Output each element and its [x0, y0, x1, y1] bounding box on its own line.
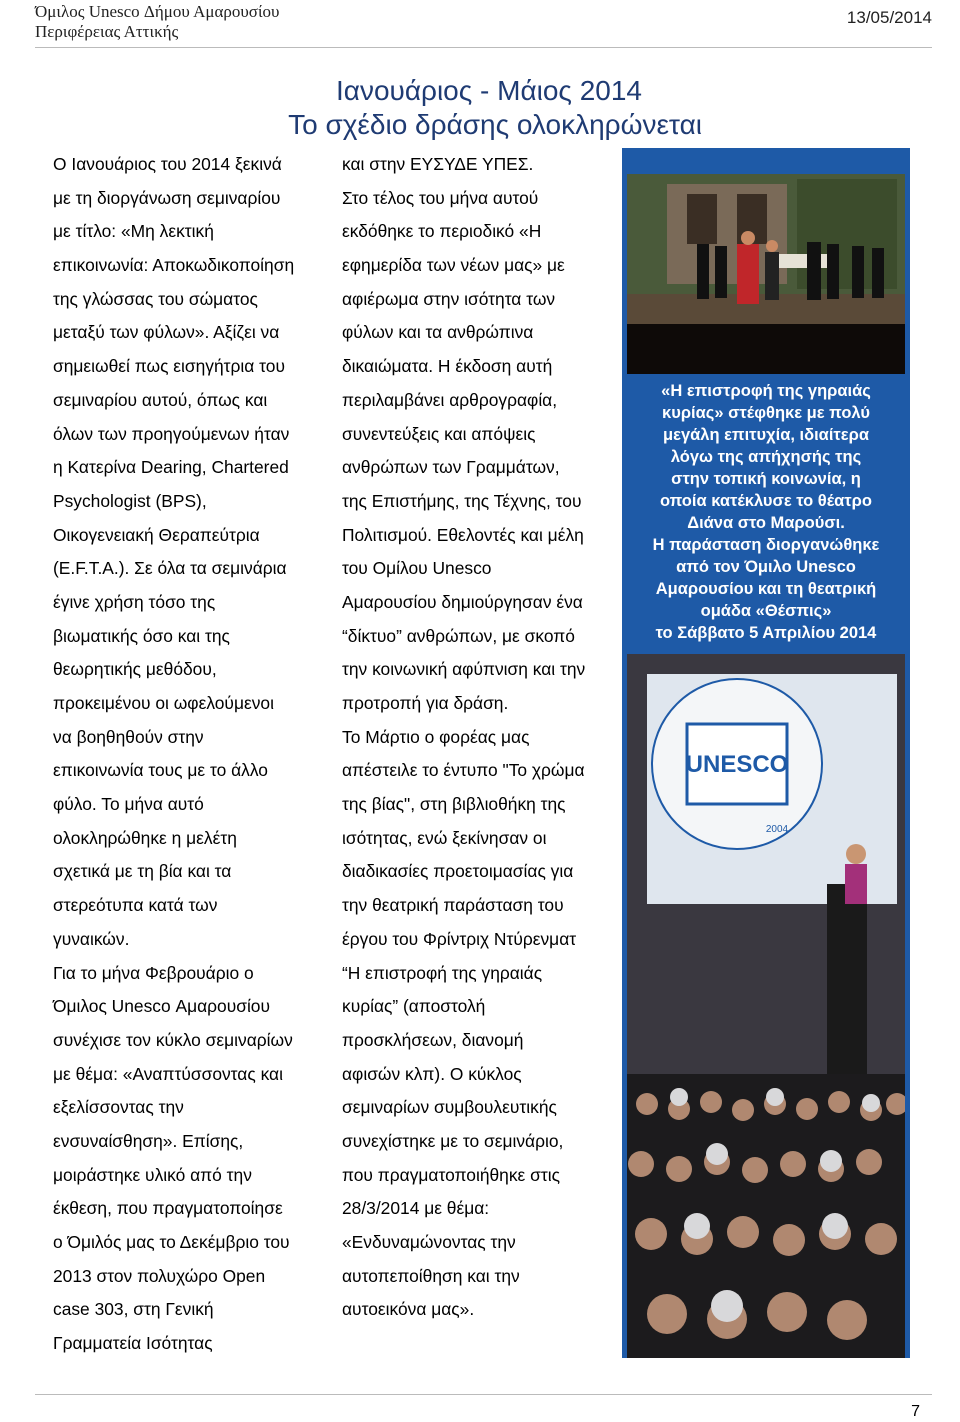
body-text-line: Γραμματεία Ισότητας — [53, 1333, 213, 1354]
body-text-line: του Ομίλου Unesco — [342, 558, 492, 579]
body-text-line: κυρίας” (αποστολή — [342, 996, 486, 1017]
body-text-line: με θέμα: «Αναπτύσσοντας και — [53, 1063, 283, 1084]
caption-line: μεγάλη επιτυχία, ιδιαίτερα — [663, 426, 869, 444]
body-text-line: Όμιλος Unesco Αμαρουσίου — [53, 996, 270, 1017]
body-text-line: ολοκληρώθηκε η μελέτη — [53, 827, 237, 848]
page-number: 7 — [911, 1403, 920, 1420]
body-text-line: (E.F.T.A.). Σε όλα τα σεμινάρια — [53, 558, 287, 579]
page-title-line1: Ιανουάριος - Μάιος 2014 — [335, 75, 642, 106]
body-text-line: με τίτλο: «Μη λεκτική — [53, 221, 214, 242]
caption-line: στην τοπική κοινωνία, η — [671, 470, 861, 488]
body-text-line: ο Όμιλός μας το Δεκέμβριο του — [53, 1232, 290, 1252]
body-text-line: εκδόθηκε το περιοδικό «Η — [342, 221, 542, 242]
caption-line: κυρίας» στέφθηκε με πολύ — [662, 404, 870, 422]
sidebar-caption — [622, 380, 910, 644]
body-text-line: συνεχίστηκε με το σεμινάριο, — [342, 1130, 564, 1151]
caption-line: «Η επιστροφή της γηραιάς — [661, 382, 871, 400]
body-text-line: επικοινωνία: Αποκωδικοποίηση — [53, 255, 295, 276]
theatre-stage-photo — [627, 174, 905, 374]
caption-line: Διάνα στο Μαρούσι. — [687, 514, 845, 532]
body-text-line: ενσυναίσθηση». Επίσης, — [53, 1130, 244, 1151]
body-text-line: δικαιώματα. Η έκδοση αυτή — [342, 356, 553, 377]
body-text-line: έργου του Φρίντριχ Ντύρενματ — [342, 928, 577, 949]
body-text-line: case 303, στη Γενική — [53, 1299, 214, 1320]
body-text-line: αφισών κλπ). Ο κύκλος — [342, 1063, 522, 1084]
text-column-middle — [342, 148, 624, 1327]
body-text-line: όλων των προηγούμενων ήταν — [53, 423, 290, 444]
text-column-left — [53, 148, 333, 1361]
body-text-line: σεμιναρίου αυτού, όπως και — [53, 389, 268, 410]
body-text-line: αφιέρωμα στην ισότητα των — [342, 288, 556, 309]
org-name-line1: Όμιλος Unesco Δήμου Αμαρουσίου — [35, 2, 280, 21]
body-text-line: γυναικών. — [53, 928, 130, 949]
org-name-line2: Περιφέρειας Αττικής — [35, 22, 179, 41]
body-text-line: περιλαμβάνει αρθρογραφία, — [342, 389, 558, 410]
unesco-logo-text: UNESCO — [685, 751, 789, 778]
body-text-line: Στο τέλος του μήνα αυτού — [342, 187, 539, 208]
body-text-line: προκειμένου οι ωφελούμενοι — [53, 693, 274, 713]
body-text-line: την κοινωνική αφύπνιση και την — [342, 659, 586, 680]
footer-divider — [35, 1394, 932, 1395]
body-text-line: της Επιστήμης, της Τέχνης, του — [342, 490, 582, 511]
caption-line: το Σάββατο 5 Απριλίου 2014 — [655, 624, 877, 642]
document-header-org — [35, 2, 279, 42]
body-text-line: Psychologist (BPS), — [53, 490, 207, 511]
body-text-line: προτροπή για δράση. — [342, 693, 509, 713]
body-text-line: αυτοπεποίθηση και την — [342, 1265, 520, 1286]
body-text-line: προσκλήσεων, διανομή — [342, 1029, 524, 1050]
body-text-line: σχετικά με τη βία και τα — [53, 861, 232, 882]
body-text-line: μεταξύ των φύλων». Αξίζει να — [53, 322, 280, 343]
body-text-line: 2013 στον πολυχώρο Open — [53, 1265, 266, 1286]
body-text-line: έγινε χρήση τόσο της — [53, 591, 216, 612]
body-text-line: συνεντεύξεις και απόψεις — [342, 423, 536, 444]
caption-line: από τον Όμιλο Unesco — [676, 558, 856, 576]
body-text-line: στερεότυπα κατά των — [53, 895, 218, 916]
photo-sidebar-panel — [622, 148, 910, 1358]
body-text-line: φύλο. Το μήνα αυτό — [53, 794, 204, 815]
body-text-line: της γλώσσας του σώματος — [53, 288, 258, 309]
body-text-line: βιωματικής όσο και της — [53, 625, 230, 646]
body-text-line: ισότητας, ενώ ξεκίνησαν οι — [342, 827, 547, 848]
body-text-line: απέστειλε το έντυπο "Το χρώμα — [342, 760, 585, 781]
body-text-line: την θεατρική παράσταση του — [342, 895, 564, 916]
caption-line: οποία κατέκλυσε το θέατρο — [660, 492, 872, 510]
page-title-line2: Το σχέδιο δράσης ολοκληρώνεται — [288, 109, 702, 140]
body-text-line: Οικογενειακή Θεραπεύτρια — [53, 524, 260, 545]
body-text-line: με τη διοργάνωση σεμιναρίου — [53, 187, 281, 208]
body-text-line: “δίκτυο” ανθρώπων, με σκοπό — [342, 625, 575, 646]
body-text-line: διαδικασίες προετοιμασίας για — [342, 861, 574, 882]
body-text-line: να βοηθηθούν στην — [53, 726, 204, 747]
unesco-logo-year: 2004 — [765, 824, 789, 835]
body-text-line: έκθεση, που πραγματοποίησε — [53, 1198, 283, 1219]
body-text-line: Πολιτισμού. Εθελοντές και μέλη — [342, 524, 584, 545]
header-divider — [35, 47, 932, 48]
caption-line: Αμαρουσίου και τη θεατρική — [655, 580, 877, 598]
body-text-line: Αμαρουσίου δημιούργησαν ένα — [342, 591, 583, 612]
body-text-line: σεμιναρίων συμβουλευτικής — [342, 1097, 557, 1118]
body-text-line: μοιράστηκε υλικό από την — [53, 1164, 252, 1185]
body-text-line: της βίας", στη βιβλιοθήκη της — [342, 794, 566, 815]
body-text-line: η Κατερίνα Dearing, Chartered — [53, 457, 289, 478]
body-text-line: επικοινωνία τους με το άλλο — [53, 760, 268, 781]
seminar-audience-photo — [627, 654, 905, 1358]
body-text-line: και στην ΕΥΣΥΔΕ ΥΠΕΣ. — [342, 154, 534, 174]
header-date: 13/05/2014 — [846, 8, 932, 27]
body-text-line: εφημερίδα των νέων μας» με — [342, 255, 565, 276]
body-text-line: Για το μήνα Φεβρουάριο ο — [53, 962, 254, 983]
body-text-line: 28/3/2014 με θέμα: — [342, 1198, 490, 1219]
body-text-line: φύλων και τα ανθρώπινα — [342, 322, 534, 343]
caption-line: ομάδα «Θέσπις» — [700, 602, 832, 620]
body-text-line: εξελίσσοντας την — [53, 1097, 184, 1118]
body-text-line: Το Μάρτιο ο φορέας μας — [342, 726, 530, 747]
body-text-line: αυτοεικόνα μας». — [342, 1299, 475, 1320]
body-text-line: συνέχισε τον κύκλο σεμιναρίων — [53, 1029, 293, 1050]
body-text-line: ανθρώπων των Γραμμάτων, — [342, 457, 560, 478]
body-text-line: σημειωθεί πως εισηγήτρια του — [53, 356, 285, 377]
body-text-line: θεωρητικής μεθόδου, — [53, 659, 217, 680]
body-text-line: που πραγματοποιήθηκε στις — [342, 1164, 560, 1185]
caption-line: λόγω της απήχησής της — [670, 448, 862, 466]
caption-line: Η παράσταση διοργανώθηκε — [652, 536, 880, 554]
body-text-line: «Ενδυναμώνοντας την — [342, 1232, 516, 1252]
body-text-line: “Η επιστροφή της γηραιάς — [342, 962, 543, 983]
body-text-line: Ο Ιανουάριος του 2014 ξεκινά — [53, 154, 282, 174]
